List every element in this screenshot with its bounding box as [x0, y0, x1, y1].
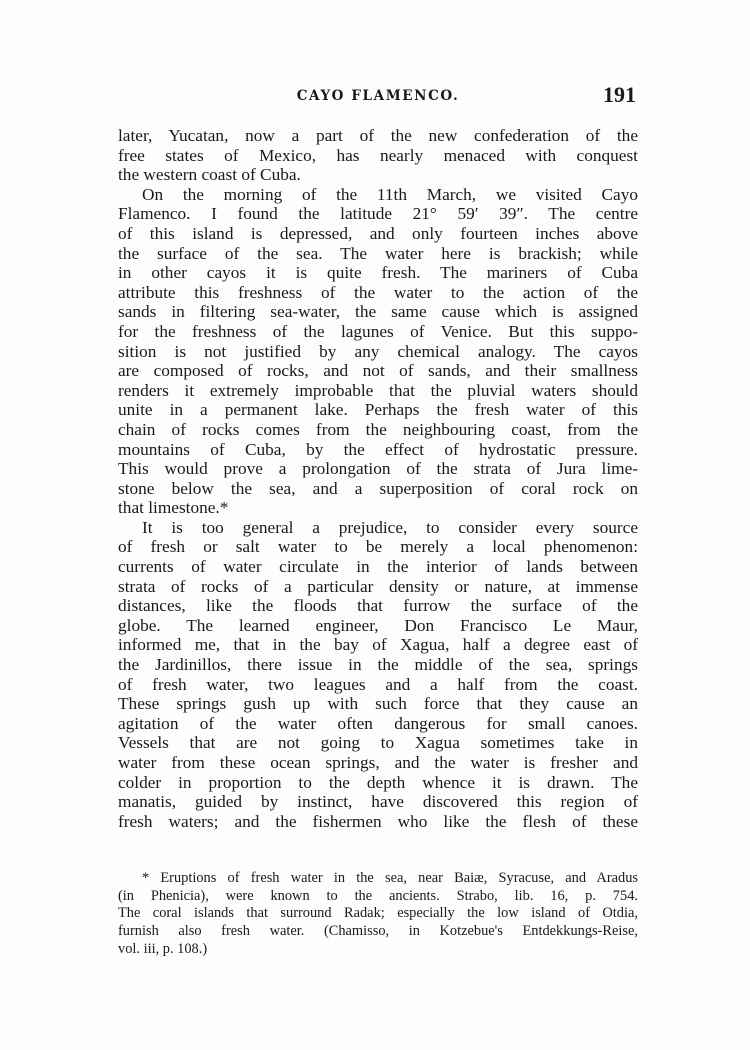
text-line: of this island is depressed, and only fourteen inches above: [118, 223, 638, 243]
text-line: agitation of the water often dangerous for small canoes.: [118, 713, 638, 733]
body-text: [118, 126, 638, 831]
text-line: in other cayos it is quite fresh. The mariners of Cuba: [118, 263, 638, 283]
text-line: mountains of Cuba, by the effect of hydrostatic pressure.: [118, 439, 638, 459]
text-line: manatis, guided by instinct, have discovered this region of: [118, 792, 638, 812]
text-line: that limestone.*: [118, 498, 229, 518]
text-line: attribute this freshness of the water to the action of the: [118, 282, 638, 302]
footnote-line: vol. iii, p. 108.): [118, 940, 208, 957]
text-line: the western coast of Cuba.: [118, 165, 301, 185]
text-line: of fresh or salt water to be merely a local phenomenon:: [118, 537, 638, 557]
text-line: chain of rocks comes from the neighbouring coast, from the: [118, 419, 638, 439]
footnote-line: * Eruptions of fresh water in the sea, near Baiæ, Syracuse, and Aradus: [142, 870, 638, 886]
text-line: Flamenco. I found the latitude 21° 59′ 39″. The centre: [118, 204, 638, 224]
running-title: CAYO FLAMENCO.: [296, 88, 460, 104]
text-line: strata of rocks of a particular density or nature, at immense: [118, 576, 638, 596]
text-line: the surface of the sea. The water here is brackish; while: [118, 243, 638, 263]
text-line: currents of water circulate in the interior of lands between: [118, 557, 638, 577]
page-number: 191: [603, 82, 636, 107]
footnote: [118, 870, 638, 958]
text-line: later, Yucatan, now a part of the new confederation of the: [118, 126, 638, 145]
text-line: unite in a permanent lake. Perhaps the fresh water of this: [118, 400, 638, 420]
text-line: for the freshness of the lagunes of Venice. But this suppo-: [118, 321, 638, 341]
text-line: It is too general a prejudice, to consider every source: [142, 517, 638, 537]
text-line: distances, like the floods that furrow the surface of the: [118, 596, 638, 616]
text-line: This would prove a prolongation of the strata of Jura lime-: [118, 459, 638, 479]
footnote-line: (in Phenicia), were known to the ancients. Strabo, lib. 16, p. 754.: [118, 887, 638, 904]
text-line: informed me, that in the bay of Xagua, half a degree east of: [118, 635, 638, 655]
text-line: are composed of rocks, and not of sands, and their smallness: [118, 361, 638, 381]
text-line: colder in proportion to the depth whence it is drawn. The: [118, 772, 638, 792]
text-line: sands in filtering sea-water, the same cause which is assigned: [118, 302, 638, 322]
text-line: These springs gush up with such force that they cause an: [118, 694, 638, 714]
text-line: free states of Mexico, has nearly menaced with conquest: [118, 145, 638, 165]
text-line: the Jardinillos, there issue in the middle of the sea, springs: [118, 655, 638, 675]
footnote-line: The coral islands that surround Radak; especially the low island of Otdia,: [118, 905, 638, 922]
text-line: Vessels that are not going to Xagua sometimes take in: [118, 733, 638, 753]
text-line: globe. The learned engineer, Don Francisco Le Maur,: [118, 615, 638, 635]
text-line: water from these ocean springs, and the water is fresher and: [118, 753, 638, 772]
text-line: fresh waters; and the fishermen who like the flesh of these: [118, 811, 638, 831]
text-line: of fresh water, two leagues and a half from the coast.: [118, 674, 638, 694]
running-head: [118, 82, 638, 112]
text-line: On the morning of the 11th March, we visited Cayo: [142, 184, 638, 204]
text-line: stone below the sea, and a superposition of coral rock on: [118, 478, 638, 498]
footnote-line: furnish also fresh water. (Chamisso, in Kotzebue's Entdekkungs-Reise,: [118, 923, 638, 940]
text-line: sition is not justified by any chemical analogy. The cayos: [118, 341, 638, 361]
text-line: renders it extremely improbable that the pluvial waters should: [118, 380, 638, 400]
